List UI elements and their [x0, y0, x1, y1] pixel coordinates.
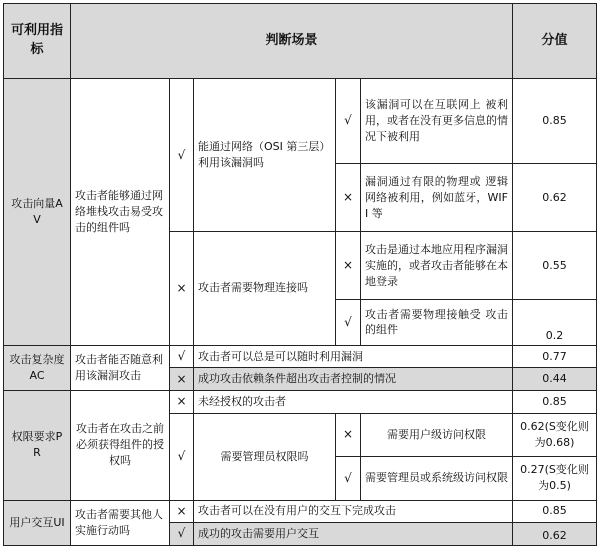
- av-yes-mark: √: [170, 79, 194, 232]
- ac-r1-mark: √: [170, 345, 194, 368]
- ui-r2-value: 0.62: [513, 523, 597, 546]
- ac-r1-desc: 攻击者可以总是可以随时利用漏洞: [194, 345, 513, 368]
- ac-r1-value: 0.77: [513, 345, 597, 368]
- pr-r2-mark: √: [170, 413, 194, 500]
- pr-metric-name: 权限要求PR: [4, 391, 71, 500]
- ui-r1-value: 0.85: [513, 500, 597, 523]
- ac-r2-mark: ×: [170, 368, 194, 391]
- ac-r2-value: 0.44: [513, 368, 597, 391]
- av-r3-desc: 攻击是通过本地应用程序漏洞实施的，或者攻击者能够在本地登录: [361, 232, 513, 300]
- ac-metric-name: 攻击复杂度AC: [4, 345, 71, 390]
- av-r2-mark: ×: [336, 164, 361, 232]
- ui-metric-name: 用户交互UI: [4, 500, 71, 546]
- ui-r1-mark: ×: [170, 500, 194, 523]
- pr-admin-question: 需要管理员权限吗: [194, 413, 336, 500]
- pr-r2-desc: 需要用户级访问权限: [361, 413, 513, 456]
- ui-r2-desc: 成功的攻击需要用户交互: [194, 523, 513, 546]
- ac-r2-desc: 成功攻击依赖条件超出攻击者控制的情况: [194, 368, 513, 391]
- pr-r3-desc: 需要管理员或系统级访问权限: [361, 457, 513, 500]
- av-r3-value: 0.55: [513, 232, 597, 300]
- ac-question: 攻击者能否随意利用该漏洞攻击: [71, 345, 170, 390]
- av-r4-value: 0.2: [513, 300, 597, 345]
- pr-r1-desc: 未经授权的攻击者: [194, 391, 513, 414]
- av-network-question: 能通过网络（OSI 第三层）利用该漏洞吗: [194, 79, 336, 232]
- av-no-mark: ×: [170, 232, 194, 346]
- av-physical-question: 攻击者需要物理连接吗: [194, 232, 336, 346]
- ui-question: 攻击者需要其他人实施行动吗: [71, 500, 170, 546]
- pr-r1-value: 0.85: [513, 391, 597, 414]
- av-r2-value: 0.62: [513, 164, 597, 232]
- av-r1-desc: 该漏洞可以在互联网上 被利用，或者在没有更多信息的情况下被利用: [361, 79, 513, 164]
- pr-r1-mark: ×: [170, 391, 194, 414]
- ui-r2-mark: √: [170, 523, 194, 546]
- av-metric-name: 攻击向量AV: [4, 79, 71, 345]
- ui-r1-desc: 攻击者可以在没有用户的交互下完成攻击: [194, 500, 513, 523]
- av-r4-mark: √: [336, 300, 361, 345]
- pr-r3-sub-mark: √: [336, 457, 361, 500]
- av-r1-value: 0.85: [513, 79, 597, 164]
- av-r4-desc: 攻击者需要物理接触受 攻击的组件: [361, 300, 513, 345]
- av-r1-mark: √: [336, 79, 361, 164]
- pr-r3-value: 0.27(S变化则为0.5): [513, 457, 597, 500]
- pr-r2-sub-mark: ×: [336, 413, 361, 456]
- header-metric: 可利用指标: [4, 4, 71, 79]
- av-r2-desc: 漏洞通过有限的物理或 逻辑网络被利用，例如蓝牙，WIFI 等: [361, 164, 513, 232]
- pr-r2-value: 0.62(S变化则为0.68): [513, 413, 597, 456]
- pr-question: 攻击者在攻击之前必须获得组件的授权吗: [71, 391, 170, 500]
- header-scenario: 判断场景: [71, 4, 513, 79]
- av-question: 攻击者能够通过网络堆栈攻击易受攻击的组件吗: [71, 79, 170, 345]
- av-r3-mark: ×: [336, 232, 361, 300]
- header-score: 分值: [513, 4, 597, 79]
- cvss-exploitability-table: [3, 3, 597, 546]
